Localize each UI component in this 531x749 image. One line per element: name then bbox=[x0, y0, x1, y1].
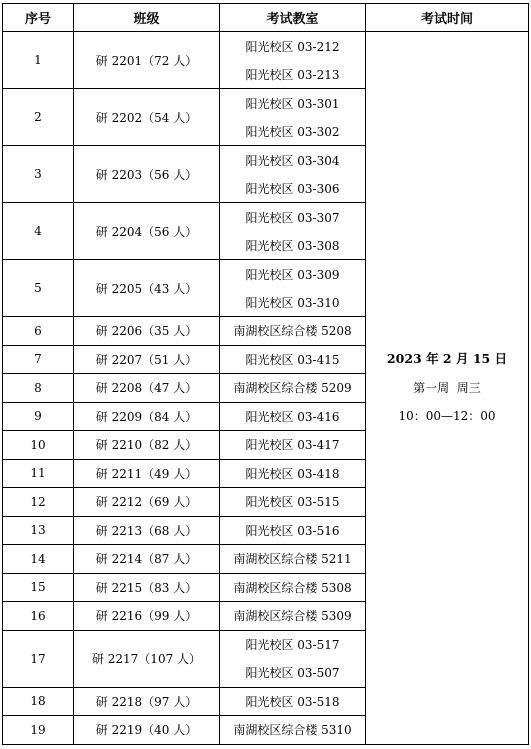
row-class: 研 2202（54 人） bbox=[74, 89, 220, 146]
row-room: 阳光校区 03-515 bbox=[220, 488, 366, 517]
header-time: 考试时间 bbox=[366, 4, 529, 32]
row-index: 3 bbox=[3, 146, 74, 203]
row-index: 15 bbox=[3, 573, 74, 602]
row-index: 12 bbox=[3, 488, 74, 517]
row-room: 阳光校区 03-507 bbox=[220, 659, 366, 688]
row-class: 研 2201（72 人） bbox=[74, 32, 220, 89]
row-index: 16 bbox=[3, 602, 74, 631]
row-index: 8 bbox=[3, 374, 74, 403]
row-class: 研 2206（35 人） bbox=[74, 317, 220, 346]
row-index: 6 bbox=[3, 317, 74, 346]
row-class: 研 2205（43 人） bbox=[74, 260, 220, 317]
row-room: 阳光校区 03-415 bbox=[220, 345, 366, 374]
row-index: 14 bbox=[3, 545, 74, 574]
table-header bbox=[3, 4, 529, 32]
row-room: 南湖校区综合楼 5208 bbox=[220, 317, 366, 346]
row-class: 研 2214（87 人） bbox=[74, 545, 220, 574]
row-room: 阳光校区 03-516 bbox=[220, 516, 366, 545]
row-class: 研 2213（68 人） bbox=[74, 516, 220, 545]
row-index: 18 bbox=[3, 687, 74, 716]
row-index: 2 bbox=[3, 89, 74, 146]
table-body bbox=[3, 32, 529, 745]
table-row bbox=[3, 32, 529, 61]
row-room: 阳光校区 03-417 bbox=[220, 431, 366, 460]
row-class: 研 2218（97 人） bbox=[74, 687, 220, 716]
row-class: 研 2210（82 人） bbox=[74, 431, 220, 460]
row-room: 阳光校区 03-517 bbox=[220, 630, 366, 659]
row-room: 阳光校区 03-213 bbox=[220, 60, 366, 89]
exam-date: 2023 年 2 月 15 日 bbox=[386, 351, 508, 366]
row-room: 阳光校区 03-302 bbox=[220, 117, 366, 146]
row-room: 南湖校区综合楼 5309 bbox=[220, 602, 366, 631]
row-room: 阳光校区 03-212 bbox=[220, 32, 366, 61]
row-index: 13 bbox=[3, 516, 74, 545]
row-room: 南湖校区综合楼 5209 bbox=[220, 374, 366, 403]
row-room: 南湖校区综合楼 5211 bbox=[220, 545, 366, 574]
row-class: 研 2204（56 人） bbox=[74, 203, 220, 260]
exam-time-cell bbox=[366, 32, 529, 745]
exam-hours: 10：00—12：00 bbox=[398, 409, 496, 423]
header-class: 班级 bbox=[74, 4, 220, 32]
exam-week: 第一周 周三 bbox=[413, 380, 481, 395]
row-index: 10 bbox=[3, 431, 74, 460]
row-index: 11 bbox=[3, 459, 74, 488]
row-class: 研 2207（51 人） bbox=[74, 345, 220, 374]
row-room: 阳光校区 03-304 bbox=[220, 146, 366, 175]
row-class: 研 2212（69 人） bbox=[74, 488, 220, 517]
row-class: 研 2219（40 人） bbox=[74, 716, 220, 745]
row-class: 研 2208（47 人） bbox=[74, 374, 220, 403]
row-class: 研 2209（84 人） bbox=[74, 402, 220, 431]
row-class: 研 2215（83 人） bbox=[74, 573, 220, 602]
row-index: 19 bbox=[3, 716, 74, 745]
row-room: 阳光校区 03-308 bbox=[220, 231, 366, 260]
header-room: 考试教室 bbox=[220, 4, 366, 32]
row-room: 阳光校区 03-418 bbox=[220, 459, 366, 488]
row-class: 研 2216（99 人） bbox=[74, 602, 220, 631]
row-room: 阳光校区 03-306 bbox=[220, 174, 366, 203]
row-index: 9 bbox=[3, 402, 74, 431]
row-room: 阳光校区 03-309 bbox=[220, 260, 366, 289]
row-class: 研 2217（107 人） bbox=[74, 630, 220, 687]
row-room: 南湖校区综合楼 5308 bbox=[220, 573, 366, 602]
row-index: 1 bbox=[3, 32, 74, 89]
row-class: 研 2203（56 人） bbox=[74, 146, 220, 203]
header-index: 序号 bbox=[3, 4, 74, 32]
row-index: 7 bbox=[3, 345, 74, 374]
row-room: 阳光校区 03-518 bbox=[220, 687, 366, 716]
row-class: 研 2211（49 人） bbox=[74, 459, 220, 488]
exam-schedule-table bbox=[2, 3, 529, 745]
row-room: 阳光校区 03-310 bbox=[220, 288, 366, 317]
row-room: 阳光校区 03-307 bbox=[220, 203, 366, 232]
row-index: 4 bbox=[3, 203, 74, 260]
row-index: 17 bbox=[3, 630, 74, 687]
row-index: 5 bbox=[3, 260, 74, 317]
row-room: 阳光校区 03-301 bbox=[220, 89, 366, 118]
row-room: 阳光校区 03-416 bbox=[220, 402, 366, 431]
row-room: 南湖校区综合楼 5310 bbox=[220, 716, 366, 745]
